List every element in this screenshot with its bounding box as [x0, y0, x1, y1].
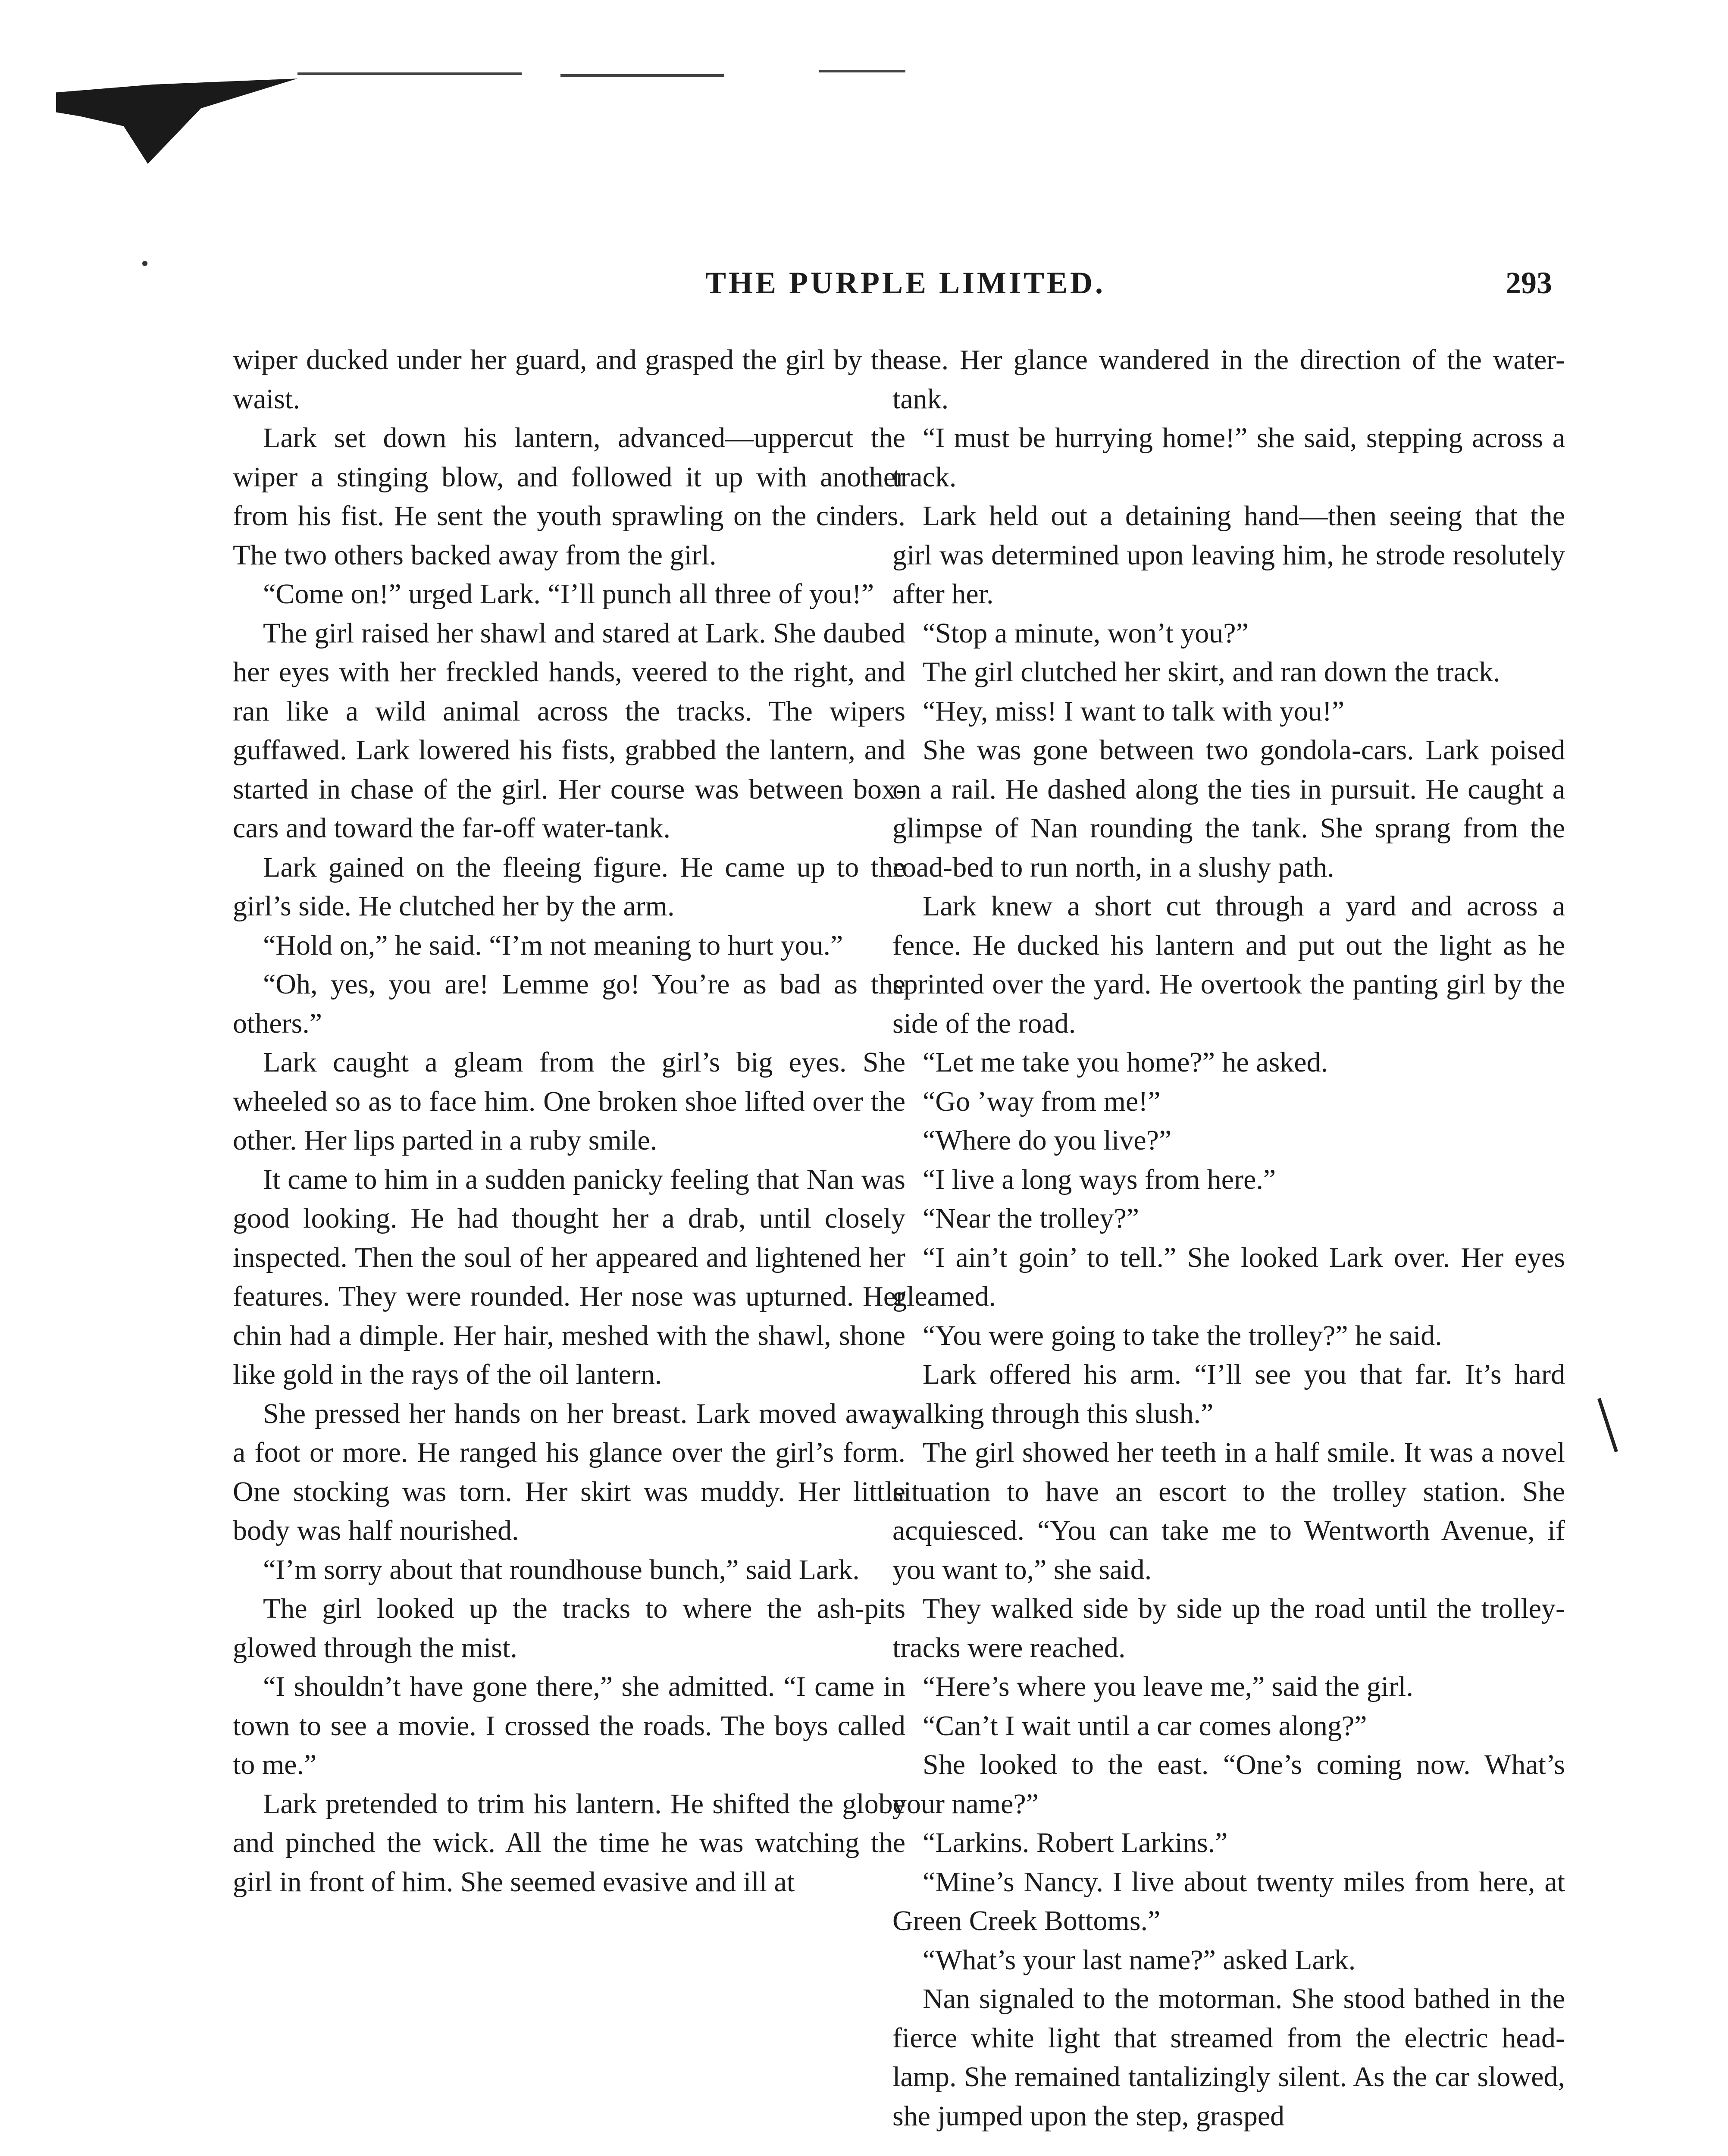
- page-number: 293: [1506, 266, 1552, 300]
- running-title: THE PURPLE LIMITED.: [705, 266, 1106, 300]
- paragraph: It came to him in a sudden panicky feeling that Nan was good looking. He had thought her a drab, until closely inspected. Then the soul of her appeared and lightened her features. They were rounded. Her nose was upturned. Her chin had a dimple. Her hair, meshed with the shawl, shone like gold in the rays of the oil lantern.: [233, 1163, 905, 1390]
- paragraph: They walked side by side up the road until the trolley-tracks were reached.: [892, 1593, 1565, 1664]
- paragraph: Lark offered his arm. “I’ll see you that far. It’s hard walking through this slush.”: [892, 1359, 1565, 1429]
- paragraph: She pressed her hands on her breast. Lark moved away a foot or more. He ranged his glance over the girl’s form. One stocking was torn. Her skirt was muddy. Her little body was half nourished.: [233, 1398, 905, 1546]
- paragraph: “Where do you live?”: [923, 1125, 1172, 1156]
- paragraph: The girl looked up the tracks to where the ash-pits glowed through the mist.: [233, 1593, 905, 1664]
- paragraph: The girl showed her teeth in a half smile. It was a novel situation to have an escort to the trolley station. She acquiesced. “You can take me to Wentworth Avenue, if you want to,” she said.: [892, 1437, 1565, 1586]
- paragraph: “Near the trolley?”: [923, 1203, 1139, 1234]
- paragraph: “Stop a minute, won’t you?”: [923, 617, 1249, 649]
- paragraph: “Oh, yes, you are! Lemme go! You’re as bad as the others.”: [233, 968, 905, 1039]
- paragraph: “I shouldn’t have gone there,” she admitted. “I came in town to see a movie. I crossed the roads. The boys called to me.”: [233, 1671, 905, 1780]
- paragraph: Lark held out a detaining hand—then seeing that the girl was determined upon leaving him, he strode resolutely after her.: [892, 500, 1565, 610]
- paragraph: “Here’s where you leave me,” said the girl.: [923, 1671, 1414, 1702]
- margin-mark: [1597, 1398, 1618, 1452]
- paragraph: “I’m sorry about that roundhouse bunch,” said Lark.: [263, 1554, 860, 1586]
- paragraph: “Let me take you home?” he asked.: [923, 1047, 1328, 1078]
- scan-speck: [142, 261, 147, 266]
- paragraph: Lark caught a gleam from the girl’s big eyes. She wheeled so as to face him. One broken shoe lifted over the other. Her lips parted in a ruby smile.: [233, 1047, 905, 1156]
- paragraph: “I must be hurrying home!” she said, stepping across a track.: [892, 422, 1565, 493]
- paragraph: The girl clutched her skirt, and ran down the track.: [923, 656, 1500, 688]
- paragraph: Lark knew a short cut through a yard and across a fence. He ducked his lantern and put out the light as he sprinted over the yard. He overtook the panting girl by the side of the road.: [892, 890, 1565, 1039]
- paragraph: Lark set down his lantern, advanced—uppercut the wiper a stinging blow, and followed it up with another from his fist. He sent the youth sprawling on the cinders. The two others backed away from the girl.: [233, 422, 905, 571]
- paragraph: “Hey, miss! I want to talk with you!”: [923, 695, 1345, 727]
- paragraph: The girl raised her shawl and stared at Lark. She daubed her eyes with her freckled hands, veered to the right, and ran like a wild animal across the tracks. The wipers guffawed. Lark lowered his fists, grabbed the lantern, and started in chase of the girl. Her course was between box-cars and toward the far-off water-tank.: [233, 617, 905, 844]
- scan-streak: [560, 74, 724, 77]
- left-column: [233, 341, 905, 1902]
- paragraph: Nan signaled to the motorman. She stood bathed in the fierce white light that streamed from the electric head-lamp. She remained tantalizingly silent. As the car slowed, she jumped upon the step, grasped: [892, 1983, 1565, 2132]
- paragraph: wiper ducked under her guard, and grasped the girl by the waist.: [233, 344, 905, 415]
- paragraph: She looked to the east. “One’s coming now. What’s your name?”: [892, 1749, 1565, 1820]
- paragraph: “I live a long ways from here.”: [923, 1163, 1276, 1195]
- paragraph: “Can’t I wait until a car comes along?”: [923, 1710, 1367, 1742]
- paragraph: Lark pretended to trim his lantern. He shifted the globe and pinched the wick. All the time he was watching the girl in front of him. She seemed evasive and ill at: [233, 1788, 905, 1898]
- paragraph: Lark gained on the fleeing figure. He came up to the girl’s side. He clutched her by the arm.: [233, 851, 905, 922]
- paragraph: “Come on!” urged Lark. “I’ll punch all three of you!”: [263, 578, 874, 610]
- paragraph: “What’s your last name?” asked Lark.: [923, 1944, 1356, 1976]
- paragraph: “You were going to take the trolley?” he said.: [923, 1319, 1442, 1351]
- paragraph: “Larkins. Robert Larkins.”: [923, 1827, 1228, 1858]
- paragraph: “I ain’t goin’ to tell.” She looked Lark over. Her eyes gleamed.: [892, 1241, 1565, 1312]
- scan-streak: [297, 72, 522, 75]
- right-column: [892, 341, 1565, 2136]
- paragraph: ease. Her glance wandered in the direction of the water-tank.: [892, 344, 1565, 415]
- page-header: [259, 265, 1552, 313]
- scan-streak: [819, 70, 905, 72]
- paragraph: “Go ’way from me!”: [923, 1085, 1161, 1117]
- paragraph: “Mine’s Nancy. I live about twenty miles from here, at Green Creek Bottoms.”: [892, 1866, 1565, 1937]
- scan-ink-blot: [56, 65, 297, 164]
- paragraph: She was gone between two gondola-cars. Lark poised on a rail. He dashed along the ties in pursuit. He caught a glimpse of Nan rounding the tank. She sprang from the road-bed to run north, in a slushy path.: [892, 734, 1565, 883]
- paragraph: “Hold on,” he said. “I’m not meaning to hurt you.”: [263, 929, 843, 961]
